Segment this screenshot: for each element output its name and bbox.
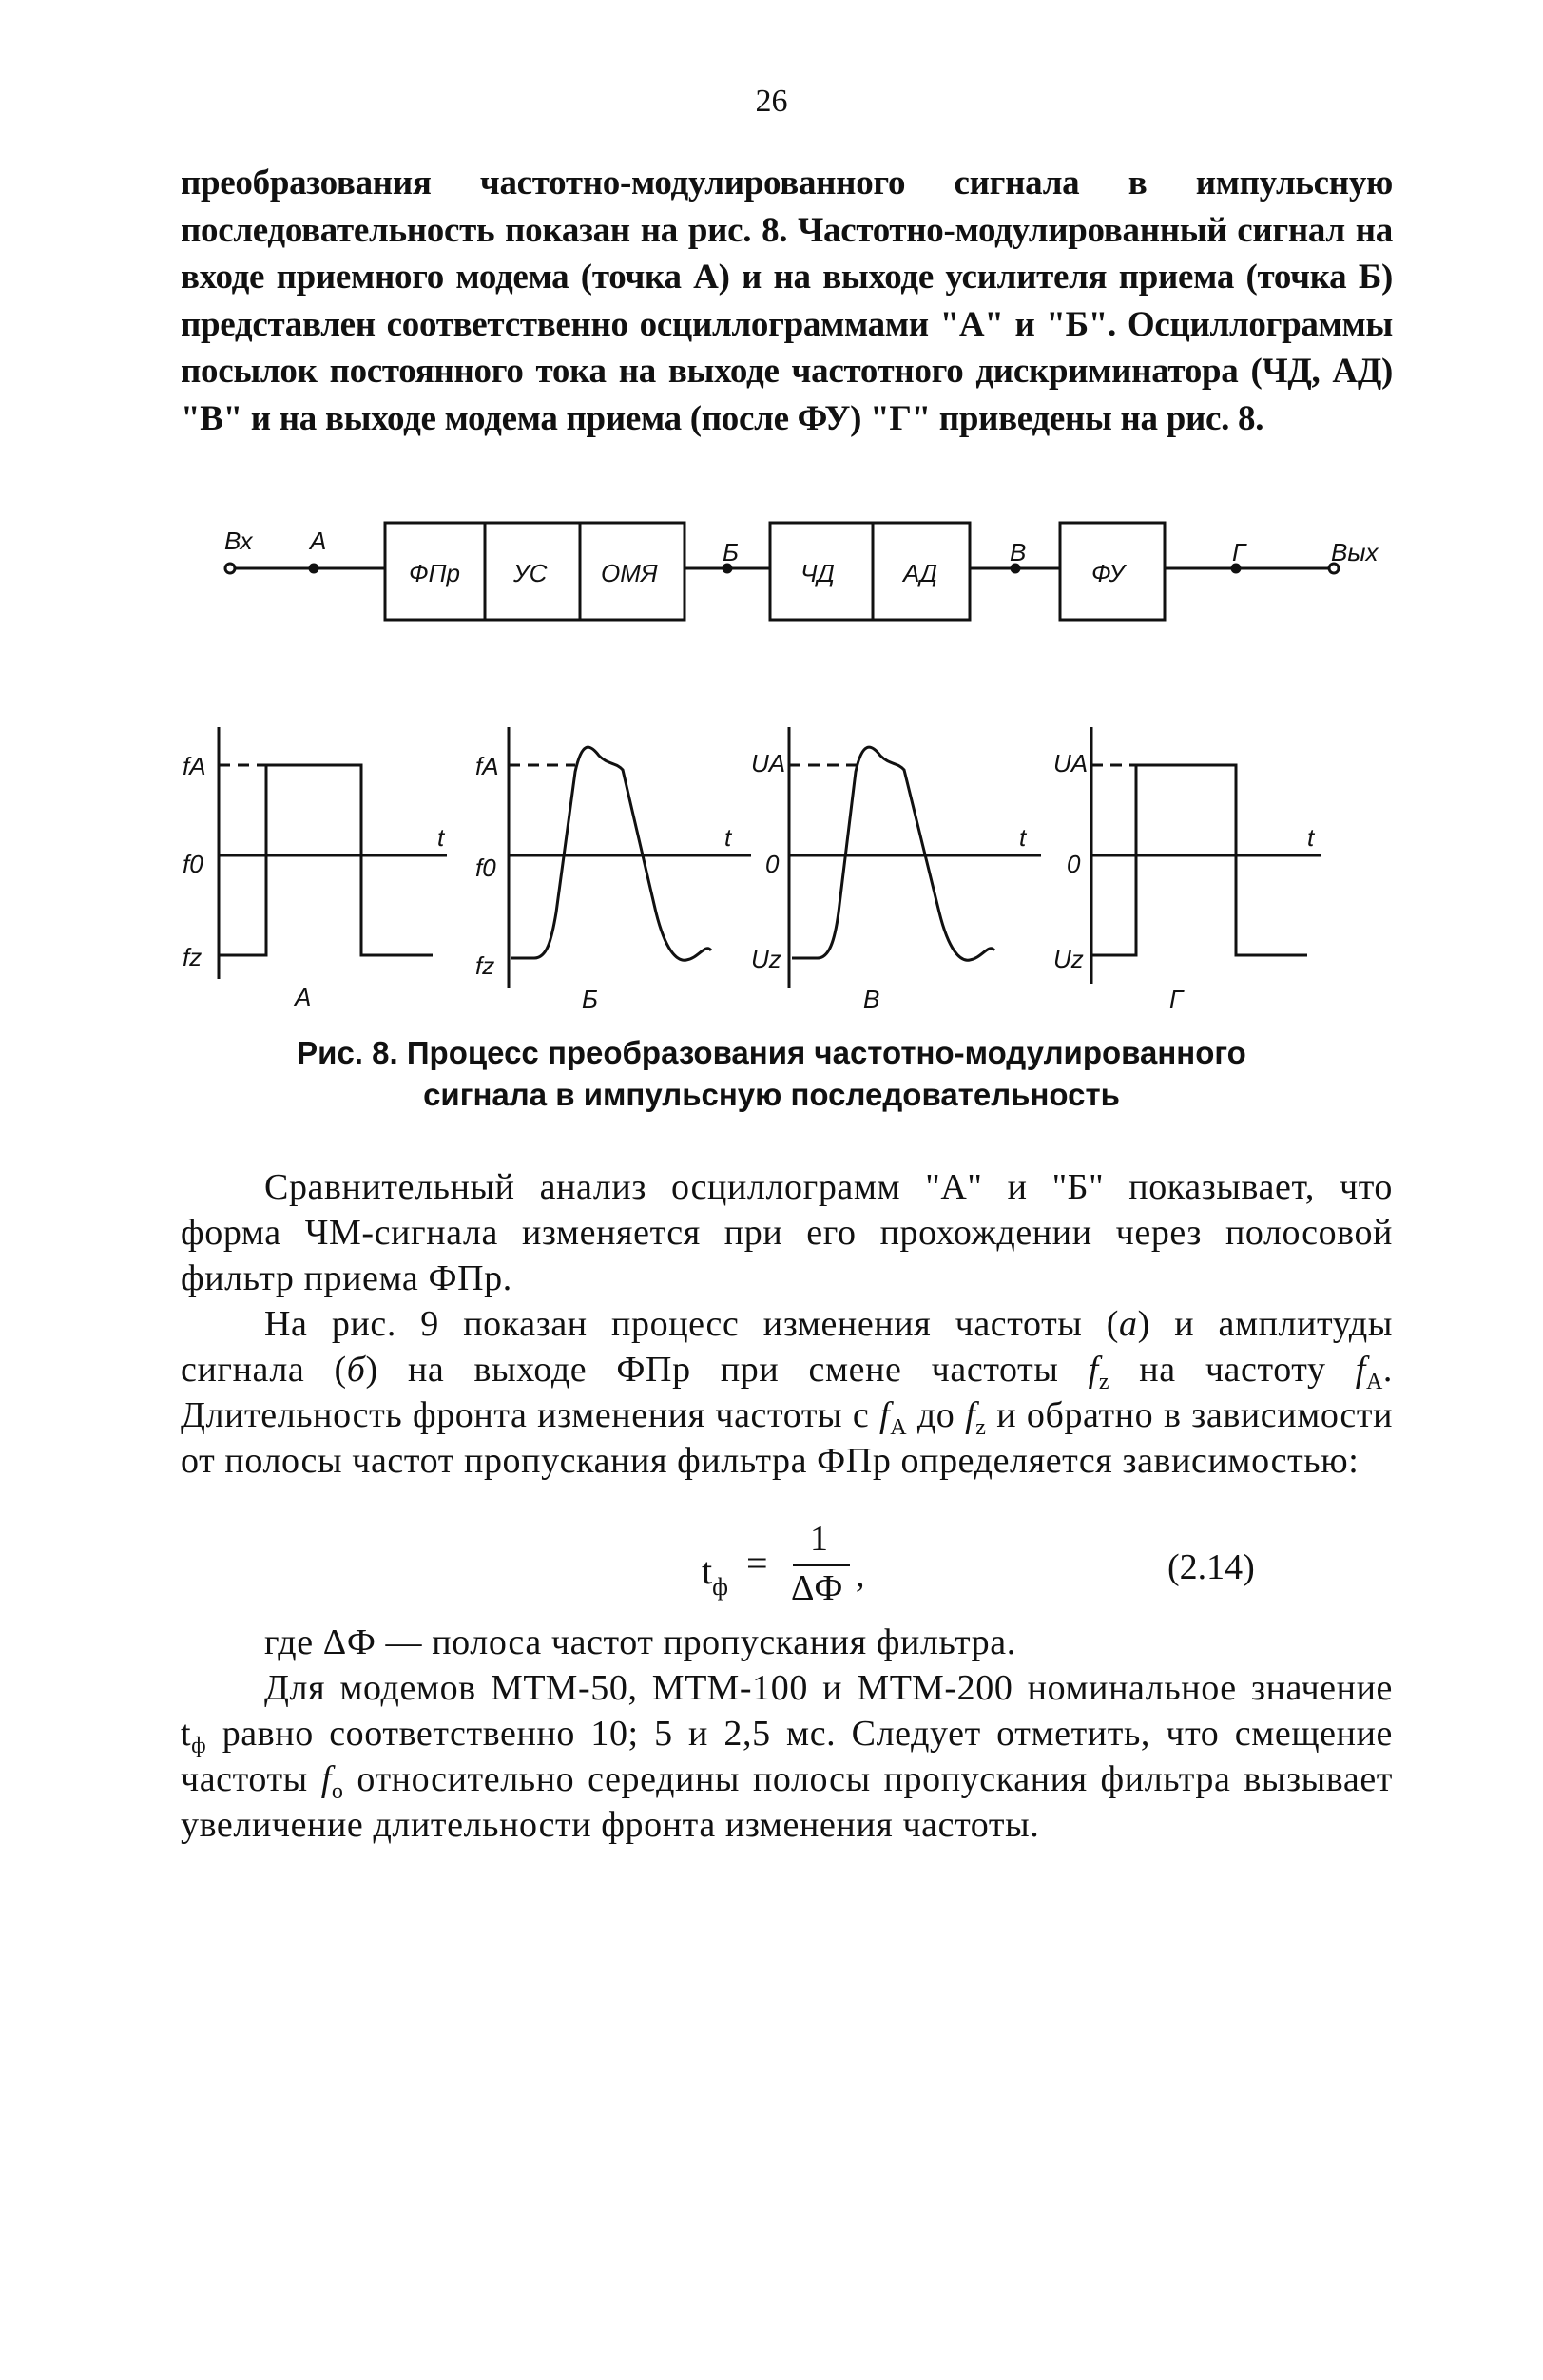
block-fu: ФУ [1091,559,1125,587]
formula-lhs: $t_ф$ [702,1549,728,1601]
panel-label-g: Г [1169,985,1184,1013]
formula-fraction-bar [793,1564,850,1566]
label-zero-4: 0 [1067,850,1081,878]
input-terminal [225,564,235,573]
label-t-g: t [1307,823,1315,852]
label-f0-1: f0 [183,850,203,878]
label-ua-3: UA [751,749,786,777]
label-point-a: А [310,527,327,555]
label-output: Вых [1331,538,1379,566]
formula-equals: = [746,1542,768,1584]
block-diagram [225,523,1339,620]
label-zero-3: 0 [765,850,780,878]
waveform-b [511,747,711,960]
label-fz-1: fz [183,943,203,971]
label-point-b: Б [723,538,739,566]
label-fa-2: fA [475,752,499,780]
block-fpr: ФПр [409,559,460,587]
figure-8 [0,0,1543,1179]
point-a-dot [310,565,318,572]
block-chd: ЧД [800,559,835,587]
label-uz-4: Uz [1053,945,1084,973]
label-fz-2: fz [475,951,495,980]
paragraph-1: Сравнительный анализ осциллограмм "А" и "Б" показывает, что форма ЧМ-сигнала изменяется при его прохождении через полосовой фильтр приема ФПр. [181,1167,1393,1298]
label-t-b: t [724,823,732,852]
oscillogram-v [789,727,1041,988]
label-t-a: t [437,823,445,852]
formula-numerator: 1 [810,1519,828,1559]
intro-paragraph: преобразования частотно-модулированного сигнала в импульсную последовательность показан на рис. 8. Частотно-модулированный сигнал на входе приемного модема (точка А) и на выходе усилителя приема (точка Б) представлен соответственно осциллограммами "А" и "Б". Осциллограммы посылок постоянного тока на выходе частотного дискриминатора (ЧД, АД) "В" и на выходе модема приема (после ФУ) "Г" приведены на рис. 8. [181,163,1393,438]
formula-2-14 [0,1519,1543,1611]
label-point-v: В [1010,538,1027,566]
panel-label-v: В [863,985,880,1013]
panel-label-b: Б [582,985,598,1013]
formula-comma: , [856,1555,865,1595]
label-t-v: t [1019,823,1027,852]
block-omya: ОМЯ [601,559,658,587]
caption-line-1: Рис. 8. Процесс преобразования частотно-модулированного [297,1035,1246,1070]
label-input: Вх [224,527,253,555]
formula-denominator: ΔФ [791,1568,843,1608]
equation-number: (2.14) [1167,1547,1255,1587]
block-ad: АД [903,559,937,587]
label-uz-3: Uz [751,945,781,973]
label-ua-4: UA [1053,749,1089,777]
waveform-g [1091,765,1307,955]
label-f0-2: f0 [475,854,496,882]
oscillogram-b [509,727,751,988]
label-fa-1: fA [183,752,206,780]
oscillogram-a [219,727,447,979]
caption-line-2: сигнала в импульсную последовательность [423,1077,1120,1112]
waveform-v [792,747,994,960]
block-us: УС [513,559,548,587]
label-point-g: Г [1232,538,1246,566]
page-number: 26 [755,84,788,119]
panel-label-a: А [295,983,312,1011]
waveform-a [219,765,433,955]
figure-caption [0,1032,1543,1116]
oscillogram-g [1091,727,1321,984]
paragraph-2: На рис. 9 показан процесс изменения частоты (а) и амплитуды сигнала (б) на выходе ФПр при смене частоты $f_z$ на частоту $f_A$. Длительность фронта изменения частоты с $f_A$ до $f_z$ и обратно в зависимости от полосы частот пропускания фильтра ФПр определяется зависимостью: [181,1304,1394,1481]
paragraph-3: где ΔФ — полоса частот пропускания фильтра. [264,1622,1016,1662]
paragraph-4: Для модемов МТМ-50, МТМ-100 и МТМ-200 номинальное значение $t_ф$ равно соответственно 10; 5 и 2,5 мс. Следует отметить, что смещение частоты $f_о$ относительно середины полосы пропускания фильтра вызывает увеличение длительности фронта изменения частоты. [181,1668,1393,1845]
